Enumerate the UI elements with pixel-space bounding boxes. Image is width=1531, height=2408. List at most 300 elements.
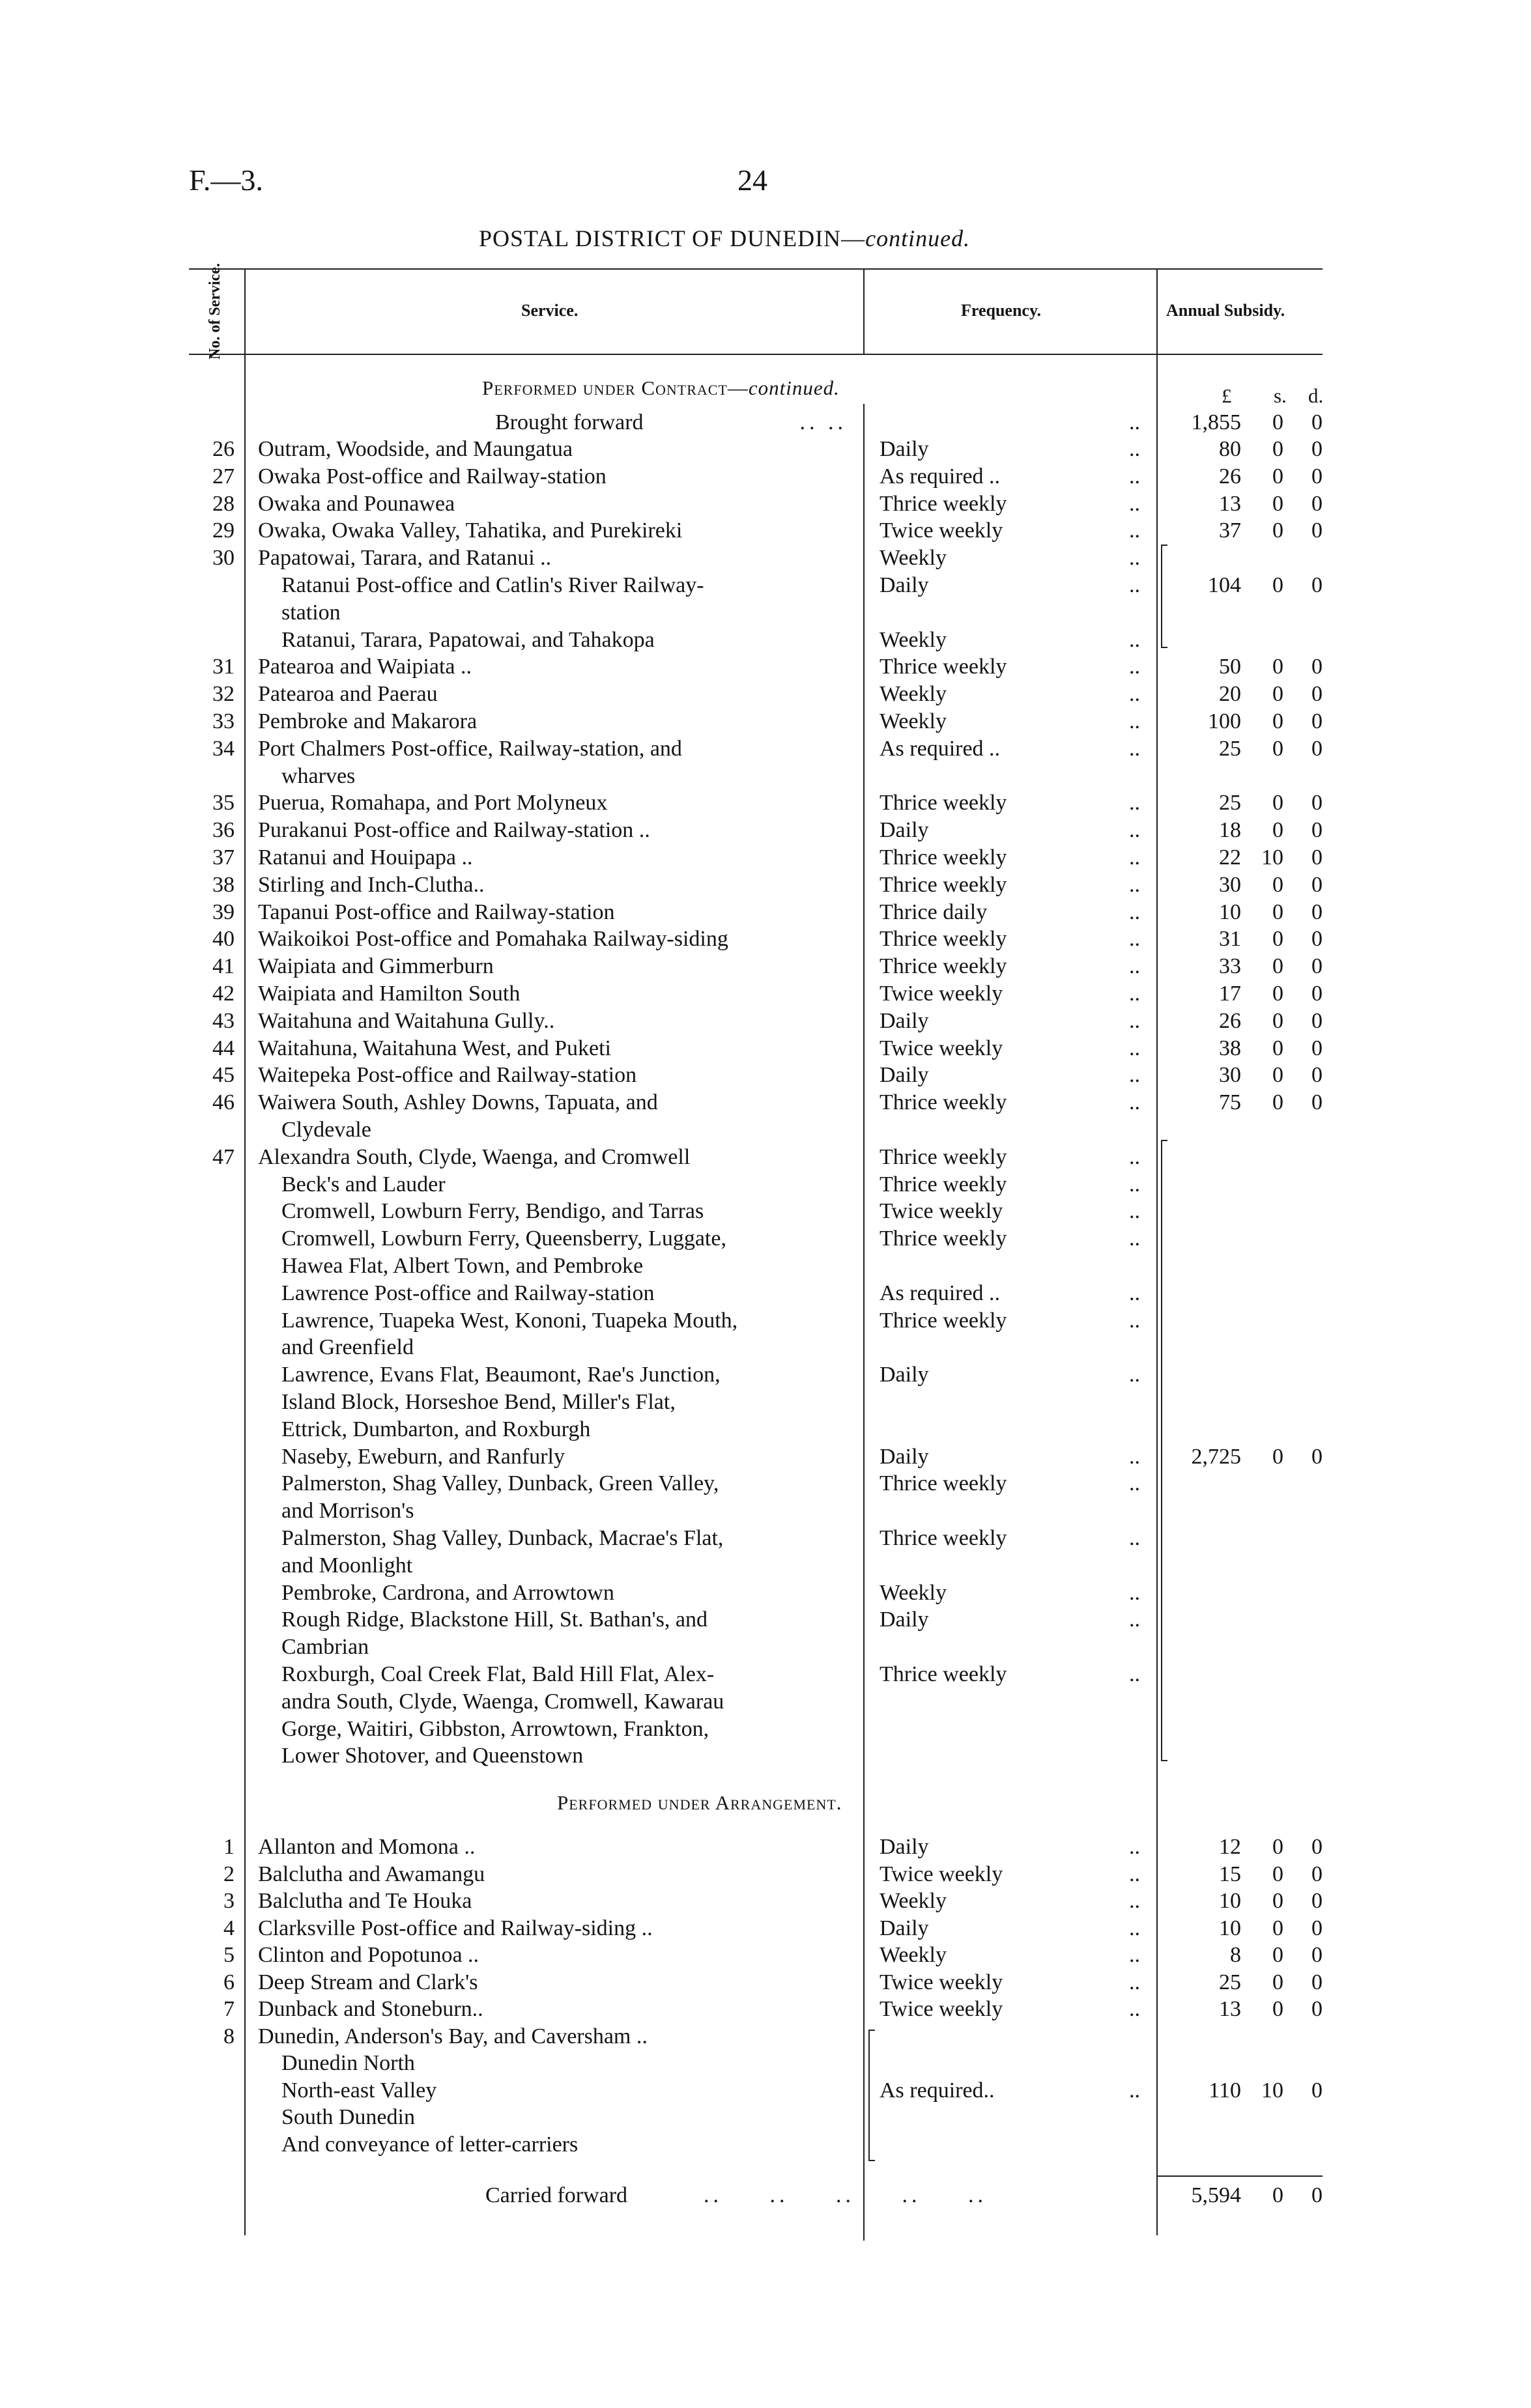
service-number: 41 [212,954,235,979]
service-frequency: Twice weekly [880,518,1003,543]
subsidy-pounds: 10 [1219,1889,1241,1913]
service-description: Alexandra South, Clyde, Waenga, and Cromwell [258,1144,691,1169]
service-description: Lower Shotover, and Queenstown [281,1744,584,1768]
service-frequency: Twice weekly [880,1862,1003,1886]
subsidy-pence: 0 [1311,518,1323,543]
title-continued: continued. [865,225,971,251]
table-row [0,1716,1531,1742]
service-description: Ratanui Post-office and Catlin's River Railway- [281,573,704,597]
subsidy-shillings: 0 [1272,872,1283,897]
leader-dots: .. [1129,437,1140,461]
service-description: Clydevale [281,1118,371,1142]
service-description: Balclutha and Awamangu [258,1862,485,1886]
service-number: 34 [212,736,235,761]
subsidy-pence: 0 [1311,1997,1323,2021]
service-description: Dunedin North [281,2051,415,2075]
table-row [0,572,1531,599]
table-row [0,1334,1531,1361]
service-number: 42 [212,982,235,1006]
leader-dots: .. [1129,899,1140,924]
leader-dots: .. [1129,464,1140,489]
subsidy-shillings: 0 [1272,655,1283,679]
table-row [0,627,1531,653]
subsidy-shillings: 0 [1272,954,1283,979]
service-frequency: Twice weekly [880,982,1003,1006]
service-number: 31 [212,655,235,679]
table-row [0,789,1531,816]
subsidy-shillings: 0 [1272,736,1283,761]
service-frequency: Thrice weekly [880,655,1007,679]
subsidy-pence: 0 [1311,872,1323,897]
service-description: Waitahuna, Waitahuna West, and Puketi [258,1036,611,1060]
table-row [0,1443,1531,1470]
subsidy-pence: 0 [1311,954,1323,979]
service-frequency: Thrice weekly [880,927,1007,952]
subsidy-pence: 0 [1311,845,1323,870]
service-frequency: Daily [880,1835,929,1859]
service-description: Waiwera South, Ashley Downs, Tapuata, and [258,1090,658,1115]
subsidy-pence: 0 [1311,437,1323,461]
service-frequency: Daily [880,1008,929,1033]
brought-forward-pounds: 1,855 [1191,410,1241,434]
table-row [0,463,1531,490]
service-description: Palmerston, Shag Valley, Dunback, Green Valley, [281,1471,719,1496]
leader-dots: .. [1129,1943,1140,1967]
service-description: Palmerston, Shag Valley, Dunback, Macrae's Flat, [281,1526,724,1550]
table-row [0,1552,1531,1579]
subsidy-pounds: 13 [1219,491,1241,516]
subsidy-pounds: 17 [1219,982,1241,1006]
brought-forward-label: Brought forward [495,410,644,434]
table-row [0,1470,1531,1497]
brace-service-8 [868,2031,870,2160]
table-row [0,1389,1531,1415]
service-description: Papatowai, Tarara, and Ratanui .. [258,546,552,571]
service-number: 6 [223,1970,235,1994]
service-description: Ratanui, Tarara, Papatowai, and Tahakopa [281,627,655,652]
service-frequency: As required.. [880,2078,995,2103]
leader-dots: .. [1129,927,1140,952]
leader-dots: .. [1129,1862,1140,1886]
service-description: Purakanui Post-office and Railway-station .. [258,818,650,843]
table-row [0,1008,1531,1034]
service-number: 29 [212,518,235,543]
service-number: 28 [212,491,235,516]
subsidy-pounds: 8 [1230,1943,1241,1967]
service-number: 44 [212,1036,235,1060]
table-row [0,1361,1531,1388]
service-description: Tapanui Post-office and Railway-station [258,899,615,924]
service-frequency: As required .. [880,1281,1001,1305]
table-row [0,1253,1531,1279]
service-description: and Moonlight [281,1553,413,1578]
subsidy-pence: 0 [1311,899,1323,924]
subsidy-pounds: 104 [1208,573,1241,597]
service-description: Port Chalmers Post-office, Railway-station, and [258,736,682,761]
subsidy-pence: 0 [1311,791,1323,815]
leader-dots: .. [1129,1889,1140,1913]
leader-dots: .. [1129,845,1140,870]
subsidy-pence: 0 [1311,491,1323,516]
leader-dots: .. [1129,1916,1140,1940]
service-description: andra South, Clyde, Waenga, Cromwell, Kawarau [281,1689,724,1714]
service-description: Cromwell, Lowburn Ferry, Queensberry, Luggate, [281,1226,726,1251]
table-row [0,1116,1531,1143]
table-row [0,1742,1531,1769]
service-frequency: Daily [880,1916,929,1940]
service-number: 2 [223,1862,235,1886]
service-frequency: Daily [880,1363,929,1387]
subsidy-shillings: 0 [1272,518,1283,543]
subsidy-pence: 0 [1311,1835,1323,1859]
brace-service-30 [1161,546,1162,647]
leader-dots: .. [1129,1063,1140,1088]
table-row [0,1171,1531,1198]
table-row [0,1688,1531,1715]
subsidy-shillings: 0 [1272,1008,1283,1033]
table-row [0,1035,1531,1062]
subsidy-shillings: 0 [1272,1835,1283,1859]
subsidy-pounds: 26 [1219,464,1241,489]
table-row [0,1888,1531,1914]
service-frequency: Twice weekly [880,1199,1003,1224]
leader-dots: .. [1129,1608,1140,1632]
subsidy-shillings: 0 [1272,982,1283,1006]
carried-forward-row: Carried forward .. .. .. .. .. 5,594 0 0 [485,2183,1323,2207]
subsidy-pounds: 33 [1219,954,1241,979]
header-bottom-rule [189,354,1323,355]
service-frequency: Thrice weekly [880,1144,1007,1169]
service-frequency: Daily [880,437,929,461]
subsidy-shillings: 0 [1272,899,1283,924]
service-number: 7 [223,1997,235,2021]
service-frequency: Daily [880,818,929,843]
leader-dots: .. [1129,1444,1140,1469]
service-description: station [281,600,341,625]
subsidy-shillings: 0 [1272,1916,1283,1940]
table-row [0,1996,1531,2022]
subsidy-shillings: 0 [1272,491,1283,516]
service-description: Waitahuna and Waitahuna Gully.. [258,1008,555,1033]
subsidy-shillings: 0 [1272,464,1283,489]
service-number: 30 [212,546,235,571]
subsidy-pounds: 38 [1219,1036,1241,1060]
leader-dots: .. [1129,872,1140,897]
total-rule [1156,2175,1323,2177]
subsidy-pence: 0 [1311,1943,1323,1967]
subsidy-pounds: 100 [1208,709,1241,733]
subsidy-pounds: 18 [1219,818,1241,843]
leader-dots: .. [1129,1471,1140,1496]
table-row [0,436,1531,462]
table-row [0,1634,1531,1660]
service-description: Patearoa and Waipiata .. [258,655,472,679]
table-row [0,1525,1531,1551]
leader-dots: .. [1129,709,1140,733]
subsidy-pence: 0 [1311,1008,1323,1033]
service-frequency: Weekly [880,1943,947,1967]
service-frequency: Twice weekly [880,1997,1003,2021]
leader-dots: .. [1129,546,1140,571]
service-description: Waikoikoi Post-office and Pomahaka Railway-siding [258,927,728,952]
subsidy-pence: 0 [1311,682,1323,707]
subsidy-shillings: 10 [1261,2078,1283,2103]
carried-forward-label: Carried forward [485,2183,628,2207]
service-description: Dunback and Stoneburn.. [258,1997,483,2021]
subsidy-shillings: 10 [1261,845,1283,870]
service-description: North-east Valley [281,2078,437,2103]
service-description: Deep Stream and Clark's [258,1970,478,1994]
leader-dots: .. [1129,491,1140,516]
table-row [0,844,1531,871]
table-row [0,2050,1531,2076]
subsidy-pounds: 22 [1219,845,1241,870]
table-row [0,1969,1531,1996]
table-top-rule [189,268,1323,270]
table-row [0,871,1531,898]
service-number: 40 [212,927,235,952]
table-row [0,490,1531,517]
service-description: and Morrison's [281,1499,414,1523]
subsidy-pounds: 30 [1219,872,1241,897]
table-row [0,1661,1531,1688]
subsidy-pounds: 80 [1219,437,1241,461]
subsidy-pounds: 37 [1219,518,1241,543]
leader-dots: .. [1129,1580,1140,1605]
service-description: Lawrence, Tuapeka West, Kononi, Tuapeka Mouth, [281,1308,738,1333]
leader-dots: .. [1129,736,1140,761]
column-header-frequency: Frequency. [961,301,1042,320]
service-frequency: Daily [880,573,929,597]
service-frequency: Weekly [880,709,947,733]
table-row [0,517,1531,544]
table-row [0,926,1531,952]
leader-dots: .. [1129,1526,1140,1550]
service-frequency: Daily [880,1444,929,1469]
subsidy-pounds: 26 [1219,1008,1241,1033]
service-description: wharves [281,763,356,788]
service-description: Puerua, Romahapa, and Port Molyneux [258,791,608,815]
service-number: 35 [212,791,235,815]
subsidy-pence: 0 [1311,1862,1323,1886]
leader-dots: .. [1129,1199,1140,1224]
service-description: South Dunedin [281,2105,415,2129]
service-description: Clarksville Post-office and Railway-siding .. [258,1916,653,1940]
service-description: Pembroke, Cardrona, and Arrowtown [281,1580,614,1605]
table-row [0,1834,1531,1860]
subsidy-shillings: 0 [1272,791,1283,815]
table-row [0,1198,1531,1225]
carried-forward-shillings: 0 [1272,2183,1283,2207]
leader-dots: .. [1129,1835,1140,1859]
subsidy-pence: 0 [1311,1063,1323,1088]
subsidy-pence: 0 [1311,709,1323,733]
leader-dots: .. [1129,1308,1140,1333]
service-description: Owaka, Owaka Valley, Tahatika, and Purekireki [258,518,683,543]
service-description: Dunedin, Anderson's Bay, and Caversham .. [258,2024,648,2048]
subsidy-pounds: 15 [1219,1862,1241,1886]
service-description: Gorge, Waitiri, Gibbston, Arrowtown, Frankton, [281,1716,709,1741]
service-description: Outram, Woodside, and Maungatua [258,437,573,461]
table-row [0,545,1531,571]
subsidy-shillings: 0 [1272,1444,1283,1469]
service-number: 3 [223,1889,235,1913]
subsidy-pounds: 2,725 [1191,1444,1241,1469]
table-row [0,681,1531,707]
service-description: Ettrick, Dumbarton, and Roxburgh [281,1417,591,1441]
brought-forward-row: Brought forward .. .. .. 1,855 0 0 [495,410,1323,434]
table-row [0,1606,1531,1633]
service-frequency: Twice weekly [880,1970,1003,1994]
service-description: Hawea Flat, Albert Town, and Pembroke [281,1254,644,1278]
leader-dots: .. [1129,982,1140,1006]
leader-dots: .. [1129,1226,1140,1251]
service-frequency: As required .. [880,736,1001,761]
table-row [0,980,1531,1007]
service-number: 8 [223,2024,235,2048]
subsidy-shillings: 0 [1272,573,1283,597]
subsidy-pence: 0 [1311,1889,1323,1913]
subsidy-pounds: 25 [1219,1970,1241,1994]
table-row [0,899,1531,926]
service-description: Waipiata and Gimmerburn [258,954,494,979]
subsidy-pounds: 13 [1219,1997,1241,2021]
service-frequency: Thrice weekly [880,1090,1007,1115]
page-title [479,225,970,252]
subsidy-pence: 0 [1311,1970,1323,1994]
unit-shillings: s. [1274,384,1287,407]
section-heading-contract: Performed under Contract—continued. [482,376,840,399]
service-number: 43 [212,1008,235,1033]
service-number: 45 [212,1063,235,1088]
service-frequency: Thrice weekly [880,791,1007,815]
leader-dots: .. [1129,518,1140,543]
service-description: Clinton and Popotunoa .. [258,1943,479,1967]
subsidy-shillings: 0 [1272,682,1283,707]
service-description: Patearoa and Paerau [258,682,438,707]
leader-dots: .. [1129,682,1140,707]
table-row [0,1915,1531,1942]
service-frequency: Weekly [880,1889,947,1913]
table-row [0,1416,1531,1443]
leader-dots: .. [1129,1662,1140,1686]
table-row [0,2104,1531,2131]
service-description: Owaka Post-office and Railway-station [258,464,607,489]
service-frequency: Thrice weekly [880,845,1007,870]
subsidy-shillings: 0 [1272,1090,1283,1115]
leader-dots: .. [1129,1363,1140,1387]
service-description: Allanton and Momona .. [258,1835,476,1859]
subsidy-pence: 0 [1311,1036,1323,1060]
subsidy-shillings: 0 [1272,927,1283,952]
table-row [0,2023,1531,2050]
carried-forward-pence: 0 [1311,2183,1323,2207]
subsidy-pounds: 10 [1219,899,1241,924]
leader-dots: .. [1129,1008,1140,1033]
service-frequency: Thrice weekly [880,1662,1007,1686]
subsidy-shillings: 0 [1272,818,1283,843]
leader-dots: .. [1129,655,1140,679]
table-row [0,1307,1531,1334]
service-frequency: Weekly [880,682,947,707]
section-heading-arrangement: Performed under Arrangement. [557,1791,842,1814]
subsidy-pounds: 12 [1219,1835,1241,1859]
subsidy-pence: 0 [1311,464,1323,489]
service-description: Rough Ridge, Blackstone Hill, St. Bathan's, and [281,1608,708,1632]
service-frequency: Thrice weekly [880,1471,1007,1496]
subsidy-pounds: 75 [1219,1090,1241,1115]
service-frequency: Thrice weekly [880,1226,1007,1251]
subsidy-shillings: 0 [1272,1997,1283,2021]
document-reference: F.—3. [189,163,263,197]
subsidy-pence: 0 [1311,927,1323,952]
table-row [0,1089,1531,1116]
table-row [0,817,1531,843]
service-frequency: Thrice weekly [880,872,1007,897]
subsidy-pence: 0 [1311,1916,1323,1940]
carried-forward-pounds: 5,594 [1191,2183,1241,2207]
leader-dots: .. [1129,573,1140,597]
subsidy-shillings: 0 [1272,1970,1283,1994]
subsidy-shillings: 0 [1272,1889,1283,1913]
leader-dots: .. [1129,791,1140,815]
subsidy-pence: 0 [1311,1444,1323,1469]
service-frequency: Daily [880,1063,929,1088]
service-frequency: Thrice daily [880,899,988,924]
service-description: Roxburgh, Coal Creek Flat, Bald Hill Flat, Alex- [281,1662,715,1686]
leader-dots: .. [1129,1090,1140,1115]
leader-dots: .. [1129,818,1140,843]
service-number: 33 [212,709,235,733]
subsidy-shillings: 0 [1272,1862,1283,1886]
service-frequency: As required .. [880,464,1001,489]
service-number: 27 [212,464,235,489]
subsidy-pence: 0 [1311,982,1323,1006]
service-number: 4 [223,1916,235,1940]
subsidy-pence: 0 [1311,1090,1323,1115]
service-number: 46 [212,1090,235,1115]
table-row [0,708,1531,735]
page-number: 24 [737,163,767,197]
subsidy-pence: 0 [1311,655,1323,679]
service-frequency: Weekly [880,546,947,571]
service-number: 37 [212,845,235,870]
service-description: Waitepeka Post-office and Railway-station [258,1063,637,1088]
leader-dots: .. [1129,954,1140,979]
service-description: Ratanui and Houipapa .. [258,845,473,870]
title-main: POSTAL DISTRICT OF DUNEDIN— [479,225,866,251]
service-description: And conveyance of letter-carriers [281,2132,579,2157]
service-frequency: Twice weekly [880,1036,1003,1060]
table-row [0,1225,1531,1252]
subsidy-pounds: 31 [1219,927,1241,952]
service-frequency: Daily [880,1608,929,1632]
subsidy-pounds: 30 [1219,1063,1241,1088]
subsidy-pounds: 25 [1219,791,1241,815]
service-number: 1 [223,1835,235,1859]
subsidy-shillings: 0 [1272,1063,1283,1088]
table-row [0,735,1531,762]
service-description: Stirling and Inch-Clutha.. [258,872,485,897]
table-row [0,2077,1531,2104]
unit-pounds: £ [1222,384,1232,407]
subsidy-pence: 0 [1311,736,1323,761]
service-description: Balclutha and Te Houka [258,1889,472,1913]
leader-dots: .. [1129,2078,1140,2103]
subsidy-shillings: 0 [1272,1943,1283,1967]
subsidy-pence: 0 [1311,573,1323,597]
leader-dots: .. [1129,1036,1140,1060]
